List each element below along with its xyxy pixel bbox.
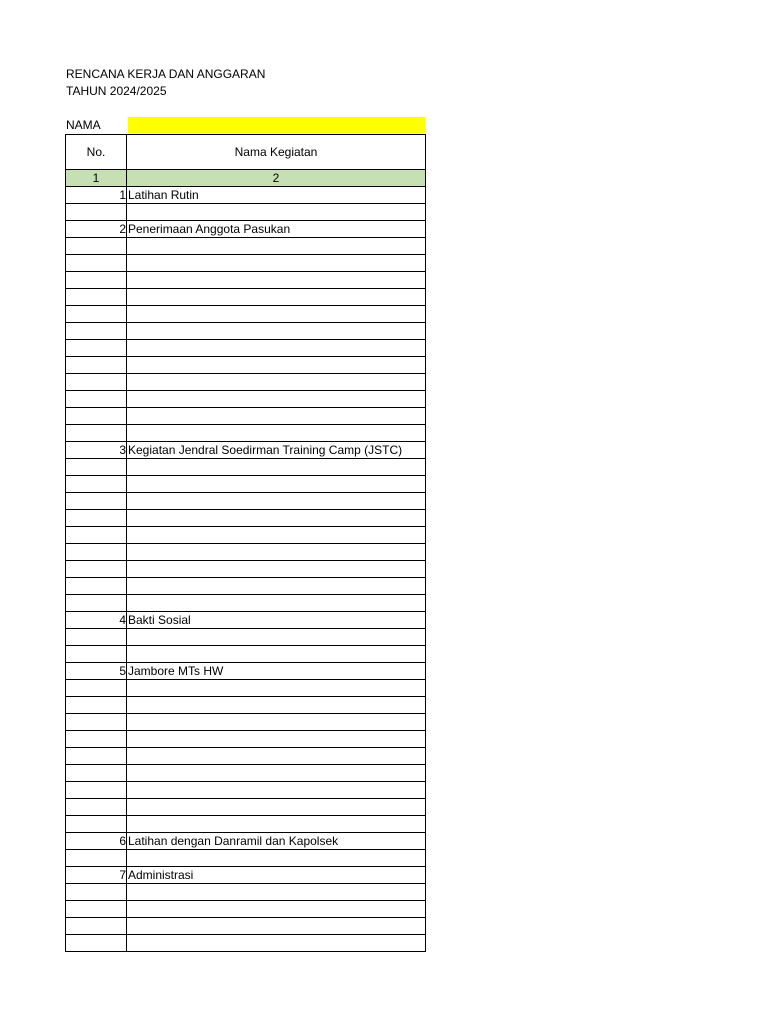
activity-name-cell[interactable]: [127, 425, 426, 442]
row-number-cell[interactable]: [66, 714, 127, 731]
row-number-cell[interactable]: [66, 884, 127, 901]
activity-name-cell[interactable]: [127, 680, 426, 697]
row-number-cell[interactable]: [66, 289, 127, 306]
table-row: [66, 765, 426, 782]
table-row: [66, 323, 426, 340]
table-row: [66, 442, 426, 459]
activity-name-cell[interactable]: [127, 408, 426, 425]
row-number-cell[interactable]: [66, 306, 127, 323]
table-row: [66, 867, 426, 884]
column-number-row: [66, 170, 426, 187]
table-row: [66, 714, 426, 731]
row-number-cell[interactable]: [66, 510, 127, 527]
activity-name-cell[interactable]: [127, 578, 426, 595]
activity-name-cell[interactable]: [127, 799, 426, 816]
row-number-cell[interactable]: [66, 799, 127, 816]
table-row: [66, 357, 426, 374]
activity-name-cell[interactable]: [127, 357, 426, 374]
column-number-2: 2: [127, 170, 426, 187]
table-row: [66, 255, 426, 272]
activity-name-cell[interactable]: [127, 374, 426, 391]
activity-name-cell[interactable]: [127, 459, 426, 476]
table-row: [66, 340, 426, 357]
row-number-cell[interactable]: [66, 918, 127, 935]
row-number-cell[interactable]: [66, 595, 127, 612]
activity-name-cell[interactable]: [127, 765, 426, 782]
row-number-cell[interactable]: [66, 425, 127, 442]
activity-name-cell[interactable]: [127, 561, 426, 578]
row-number-cell[interactable]: [66, 204, 127, 221]
header-no: No.: [66, 135, 127, 170]
table-row: [66, 918, 426, 935]
activity-name-cell[interactable]: [127, 544, 426, 561]
activity-name-cell[interactable]: [127, 340, 426, 357]
row-number-cell[interactable]: [66, 901, 127, 918]
row-number-cell[interactable]: [66, 561, 127, 578]
row-number-cell[interactable]: [66, 578, 127, 595]
row-number-cell[interactable]: [66, 340, 127, 357]
table-row: [66, 289, 426, 306]
table-row: [66, 901, 426, 918]
activity-name-cell[interactable]: [127, 918, 426, 935]
row-number-cell[interactable]: [66, 476, 127, 493]
activity-name-cell[interactable]: [127, 850, 426, 867]
activity-name-cell[interactable]: [127, 510, 426, 527]
row-number-cell[interactable]: [66, 731, 127, 748]
table-row: [66, 629, 426, 646]
activity-name-cell[interactable]: Penerimaan Anggota Pasukan: [127, 221, 426, 238]
activity-table: [65, 134, 426, 952]
row-number-cell[interactable]: 2: [66, 221, 127, 238]
table-row: [66, 799, 426, 816]
activity-name-cell[interactable]: [127, 204, 426, 221]
row-number-cell[interactable]: [66, 272, 127, 289]
row-number-cell[interactable]: [66, 357, 127, 374]
row-number-cell[interactable]: [66, 391, 127, 408]
activity-name-cell[interactable]: [127, 391, 426, 408]
table-row: [66, 544, 426, 561]
activity-name-cell[interactable]: [127, 935, 426, 952]
table-row: [66, 935, 426, 952]
row-number-cell[interactable]: 6: [66, 833, 127, 850]
activity-name-cell[interactable]: Latihan dengan Danramil dan Kapolsek: [127, 833, 426, 850]
table-row: [66, 748, 426, 765]
table-row: [66, 204, 426, 221]
nama-input-cell[interactable]: [128, 117, 425, 133]
table-row: [66, 697, 426, 714]
table-row: [66, 663, 426, 680]
table-row: [66, 595, 426, 612]
row-number-cell[interactable]: [66, 646, 127, 663]
table-row: [66, 510, 426, 527]
activity-name-cell[interactable]: [127, 323, 426, 340]
column-number-1: 1: [66, 170, 127, 187]
activity-name-cell[interactable]: [127, 646, 426, 663]
table-row: [66, 646, 426, 663]
activity-name-cell[interactable]: [127, 272, 426, 289]
activity-name-cell[interactable]: Latihan Rutin: [127, 187, 426, 204]
activity-name-cell[interactable]: [127, 476, 426, 493]
row-number-cell[interactable]: 4: [66, 612, 127, 629]
activity-name-cell[interactable]: [127, 255, 426, 272]
table-row: [66, 238, 426, 255]
row-number-cell[interactable]: [66, 850, 127, 867]
activity-name-cell[interactable]: [127, 595, 426, 612]
table-row: [66, 476, 426, 493]
row-number-cell[interactable]: [66, 459, 127, 476]
table-row: [66, 459, 426, 476]
table-row: [66, 816, 426, 833]
table-row: [66, 731, 426, 748]
table-row: [66, 425, 426, 442]
activity-name-cell[interactable]: [127, 884, 426, 901]
activity-name-cell[interactable]: [127, 714, 426, 731]
activity-name-cell[interactable]: [127, 527, 426, 544]
row-number-cell[interactable]: [66, 374, 127, 391]
row-number-cell[interactable]: [66, 493, 127, 510]
table-row: [66, 680, 426, 697]
row-number-cell[interactable]: [66, 697, 127, 714]
activity-name-cell[interactable]: [127, 306, 426, 323]
row-number-cell[interactable]: [66, 544, 127, 561]
row-number-cell[interactable]: [66, 238, 127, 255]
activity-name-cell[interactable]: [127, 629, 426, 646]
table-row: [66, 374, 426, 391]
row-number-cell[interactable]: [66, 680, 127, 697]
activity-name-cell[interactable]: [127, 697, 426, 714]
table-row: [66, 884, 426, 901]
activity-name-cell[interactable]: Bakti Sosial: [127, 612, 426, 629]
row-number-cell[interactable]: [66, 935, 127, 952]
row-number-cell[interactable]: 3: [66, 442, 127, 459]
row-number-cell[interactable]: 1: [66, 187, 127, 204]
row-number-cell[interactable]: [66, 782, 127, 799]
activity-name-cell[interactable]: Administrasi: [127, 867, 426, 884]
activity-name-cell[interactable]: [127, 748, 426, 765]
activity-name-cell[interactable]: Jambore MTs HW: [127, 663, 426, 680]
activity-name-cell[interactable]: Kegiatan Jendral Soedirman Training Camp (JSTC): [127, 442, 426, 459]
table-header-row: [66, 135, 426, 170]
table-row: [66, 391, 426, 408]
table-row: [66, 408, 426, 425]
activity-name-cell[interactable]: [127, 238, 426, 255]
table-row: [66, 612, 426, 629]
activity-name-cell[interactable]: [127, 782, 426, 799]
activity-name-cell[interactable]: [127, 731, 426, 748]
row-number-cell[interactable]: [66, 816, 127, 833]
table-row: [66, 527, 426, 544]
table-row: [66, 578, 426, 595]
row-number-cell[interactable]: [66, 323, 127, 340]
row-number-cell[interactable]: [66, 765, 127, 782]
table-row: [66, 306, 426, 323]
document-title: RENCANA KERJA DAN ANGGARAN: [66, 67, 266, 81]
table-row: [66, 221, 426, 238]
row-number-cell[interactable]: [66, 527, 127, 544]
table-row: [66, 850, 426, 867]
activity-name-cell[interactable]: [127, 289, 426, 306]
document-subtitle-year: TAHUN 2024/2025: [66, 84, 167, 98]
table-row: [66, 493, 426, 510]
activity-name-cell[interactable]: [127, 901, 426, 918]
table-row: [66, 187, 426, 204]
table-row: [66, 561, 426, 578]
activity-name-cell[interactable]: [127, 816, 426, 833]
activity-name-cell[interactable]: [127, 493, 426, 510]
table-row: [66, 272, 426, 289]
row-number-cell[interactable]: [66, 255, 127, 272]
table-row: [66, 833, 426, 850]
row-number-cell[interactable]: [66, 629, 127, 646]
table-row: [66, 782, 426, 799]
row-number-cell[interactable]: [66, 748, 127, 765]
header-nama-kegiatan: Nama Kegiatan: [127, 135, 426, 170]
nama-label: NAMA: [66, 118, 101, 132]
row-number-cell[interactable]: 5: [66, 663, 127, 680]
row-number-cell[interactable]: 7: [66, 867, 127, 884]
row-number-cell[interactable]: [66, 408, 127, 425]
